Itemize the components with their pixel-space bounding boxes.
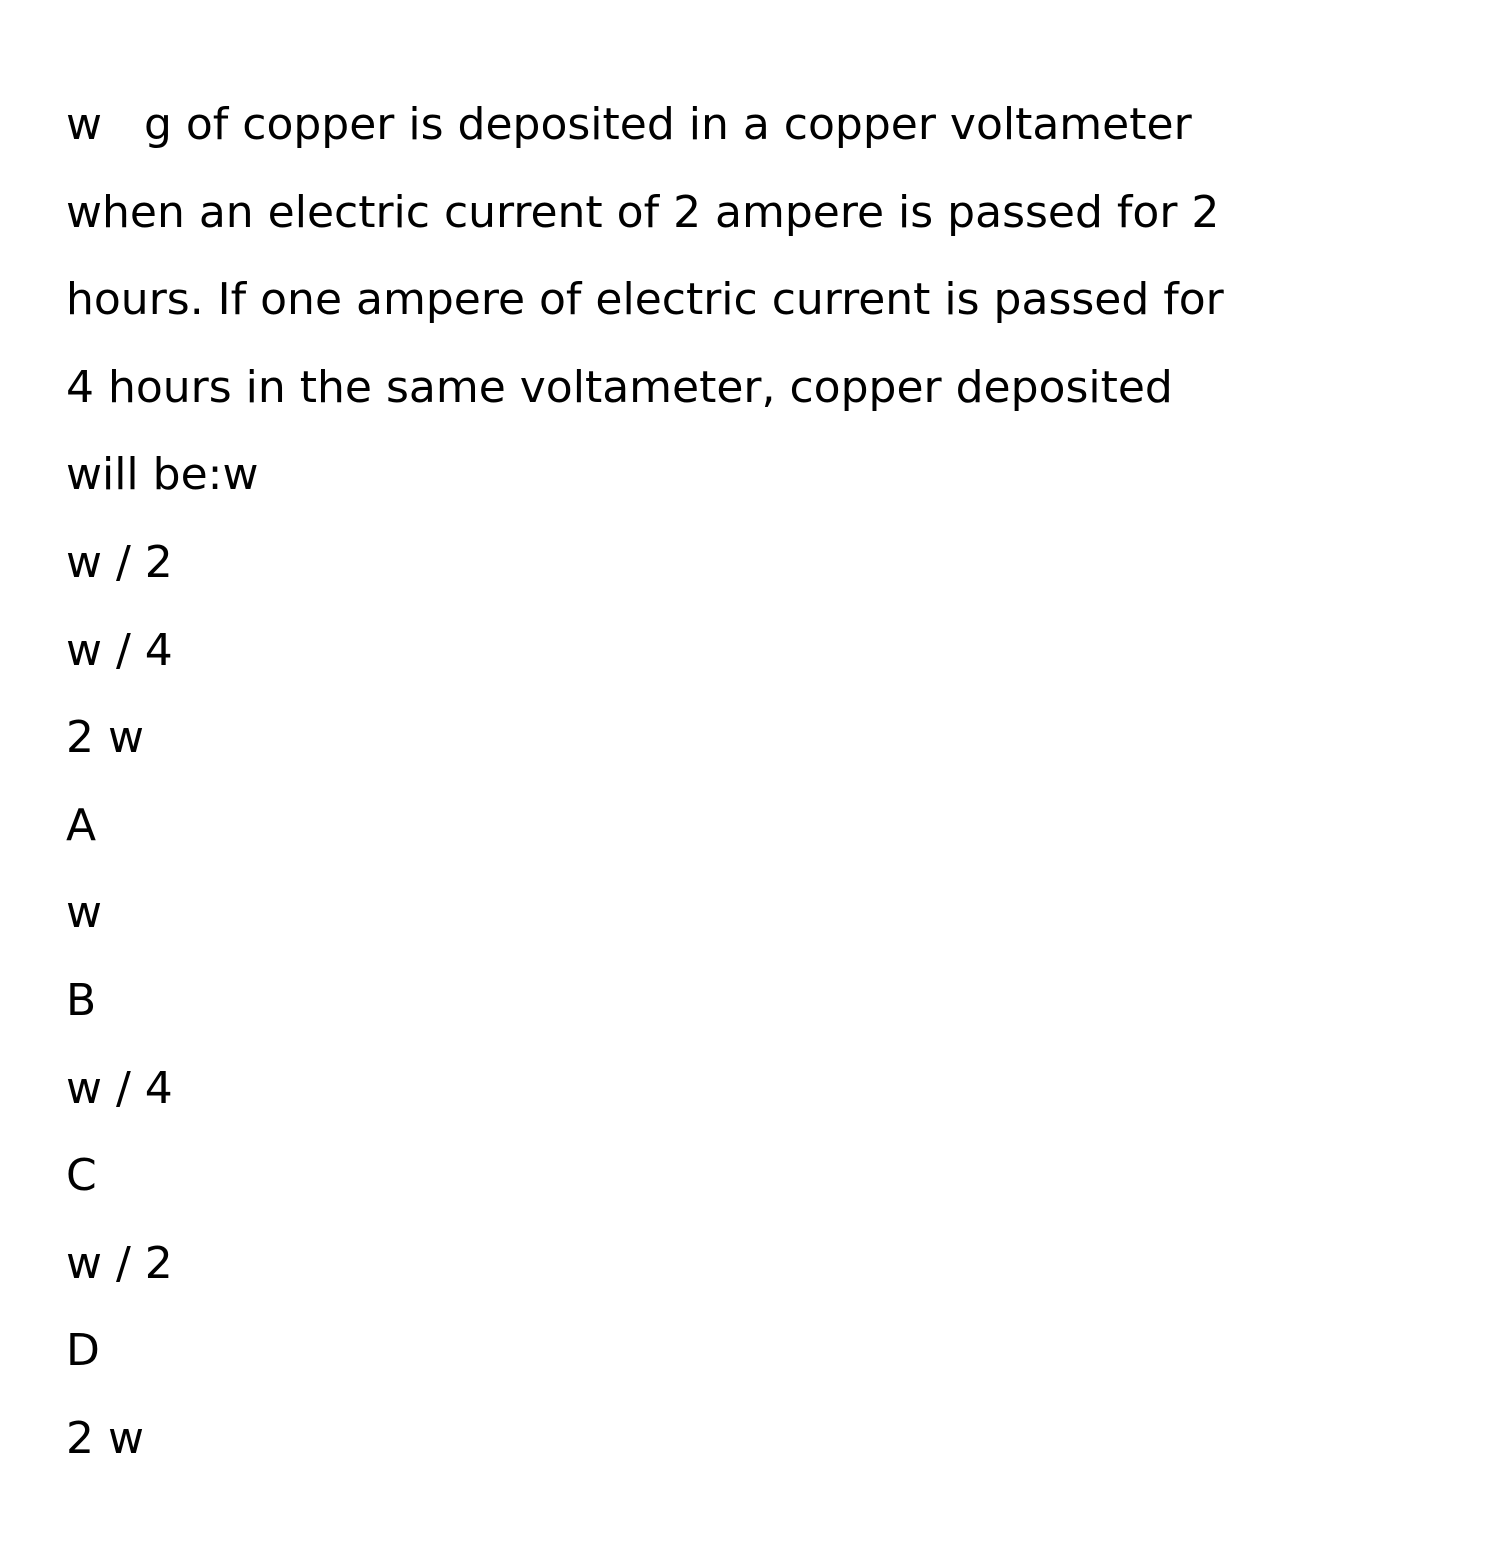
inline-choice: w / 2 [66, 536, 173, 588]
option-value: w / 2 [66, 1237, 173, 1289]
option-d[interactable] [66, 1307, 1446, 1482]
option-letter: C [66, 1150, 97, 1202]
question-line: will be:w [66, 449, 259, 501]
option-letter: D [66, 1325, 100, 1377]
question-line: hours. If one ampere of electric current is passed for [66, 274, 1224, 326]
inline-choices [66, 519, 1446, 782]
option-value: w / 4 [66, 1062, 173, 1114]
question-line: when an electric current of 2 ampere is passed for 2 [66, 186, 1220, 238]
option-letter: A [66, 799, 97, 851]
inline-choice: 2 w [66, 712, 144, 764]
question-document [66, 81, 1446, 1483]
option-value: w [66, 887, 102, 939]
answer-options [66, 782, 1446, 1483]
option-c[interactable] [66, 1132, 1446, 1307]
option-b[interactable] [66, 957, 1446, 1132]
option-value: 2 w [66, 1412, 144, 1464]
question-line: 4 hours in the same voltameter, copper deposited [66, 361, 1173, 413]
option-a[interactable] [66, 782, 1446, 957]
inline-choice: w / 4 [66, 624, 173, 676]
option-letter: B [66, 974, 97, 1026]
question-line: w g of copper is deposited in a copper voltameter [66, 99, 1192, 150]
question-text [66, 81, 1446, 519]
